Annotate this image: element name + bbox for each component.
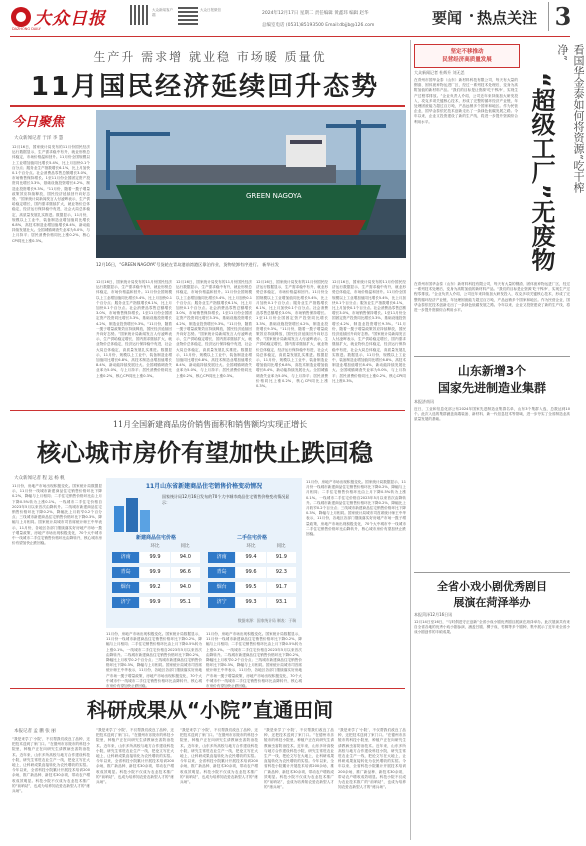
qr-code-1: [130, 5, 150, 25]
sidebar-headline2-line2: 国家先进制造业集群: [437, 381, 546, 395]
sidebar-body3: 12月14日至16日，“与时俱进守正创新”全省小戏小剧优秀剧目展演在菏泽举办。此次展演共有来自全省各地的优秀小戏小剧参演，涵盖吕剧、柳子戏、枣梆等多个剧种，集中展示了近年来全省小戏小剧创作的丰硕成果。: [414, 620, 570, 635]
sidebar-headline3-line1: 全省小戏小剧优秀剧目: [437, 580, 547, 593]
col-mom: 环比: [246, 544, 256, 549]
ship-illustration: [96, 110, 406, 258]
second-hand-table: [208, 534, 296, 609]
article2-body-col4: 11月份，房地产市场出现积极变化。国家统计局数据显示，11月份一线城市新建商品住宅销售价格环比下降0.2%，降幅与上月相同；二手住宅销售价格环比由上月下降0.5%转为上涨0.1%。一线城市二手住宅价格自2023年5月以来首次由降转升。二线城市新建商品住宅销售价格环比下降0.2%，降幅比上月收窄0.2个百分点；三线城市新建商品住宅销售价格环比下降0.3%，降幅与上月相同。国家统计局城市司首席统计师王中华表示，11月份，各地区各部门继续落实好房地产市场一揽子增量政策，房地产市场出现积极变化，70个大中城市中一线城市二手住宅销售价格环比由降转升，核心城市房价有望加快止跌回稳。: [306, 480, 406, 537]
table-city: 济南: [112, 552, 139, 563]
table-cell-yoy: 94.0: [171, 582, 200, 593]
badge-text: 今日聚焦: [12, 115, 65, 130]
section-dot: [470, 14, 473, 17]
sidebar-body-top-col1: 在青州市国华金泰（山东）新材料科技有限公司，每天有大量的钢渣、固体废弃物运进厂区，经过一系列技术处理后，变身为高附加值的新材料产品。“我们的目标是让资源‘吃干榨净’，实现生产过程零排放。”企业负责人介绍，公司近年来持续加大研发投入，攻克多项关键核心技术，形成了完整的循环经济产业链，年处理固废能力超过百万吨，产品远销多个国家和地区。作为民营企业，国华金泰依托技术创新走出了一条绿色低碳发展之路。今年以来，企业又投资建设了新的生产线，将进一步提升资源综合利用水平。: [414, 78, 518, 124]
qr-label-1: 大众新闻客户端: [152, 8, 173, 17]
article3-body-col2: “我是来学了‘小院’，不仅帮我们改良了品种，还把技术送到了家门口。”在德州市乐陵市的科技小院里，种植户正在向研究生请教病虫害防治技术。近年来，山东多所高校与地方合作建设科技小院，研究生常驻农业生产一线，把论文写在大地上，让科研成果直接转化为农民增收的实招。今年以来，全省科技小院累计开展技术培训200余场，推广新品种、新技术30余项，带动农户增收成效明显。科技小院不仅成为农业技术推广的“前哨站”，也成为培养知农爱农新型人才的“练兵场”。: [96, 728, 174, 785]
today-focus-badge: [12, 111, 82, 129]
article2-kicker: 11月全国新建商品房价销售面积和销售额均实现正增长: [112, 420, 308, 429]
article1-rule: [10, 105, 405, 107]
newspaper-logo: [10, 4, 125, 32]
phone-line: 总编室电话 (0531)85193500 Email:dbjjb@126.com: [262, 23, 375, 28]
sidebar-headline3-line2: 展演在菏泽举办: [453, 596, 531, 609]
article1-body-col5: 12月16日，国家统计局发布的11月份国民经济运行数据显示，生产需求稳中有升，就业形势总体稳定，市场价格温和回升。11月份全国规模以上工业增加值同比增长5.4%，比上月加快0.1个百分点；服务业生产指数增长6.1%，比上月加快0.1个百分点。社会消费品零售总额增长3.0%，市场销售保持增长。1至11月份全国固定资产投资同比增长3.3%，基础设施投资增长4.2%，制造业投资增长9.3%。“11月份，随着一揽子增量政策效应持续释放，国民经济延续回升向好态势。”国家统计局新闻发言人付凌晖表示，生产供给稳定增长，国内需求继续扩大，就业物价总体稳定，经济运行保持稳中有进，社会大局总体稳定，高质量发展扎实推进。数据显示，11月份，规模以上工业中，装备制造业增加值同比增长6.8%，高技术制造业增加值增长8.4%，新动能持续发展壮大。全国城镇调查失业率为5.0%，与上月持平；居民消费价格同比上涨0.2%，核心CPI同比上涨0.3%。: [332, 280, 406, 383]
table-row: [208, 581, 296, 594]
table-cell-mom: 99.5: [236, 582, 265, 593]
masthead: [0, 0, 580, 36]
sidebar-source3: 本报菏泽12月16日讯: [414, 612, 453, 617]
table-row: [112, 551, 200, 564]
logo-text: 大众日报: [34, 9, 106, 29]
article3-source: 本报记者 孟 鹏 张 丽: [14, 729, 56, 734]
new-home-table-title: 新建商品住宅价格: [135, 535, 176, 541]
article1-bottom-rule: [10, 410, 405, 411]
table-row: [112, 566, 200, 579]
article1-headline: 11月国民经济延续回升态势: [30, 72, 380, 102]
article3-body-col3: “我是来学了‘小院’，不仅帮我们改良了品种，还把技术送到了家门口。”在德州市乐陵市的科技小院里，种植户正在向研究生请教病虫害防治技术。近年来，山东多所高校与地方合作建设科技小院，研究生常驻农业生产一线，把论文写在大地上，让科研成果直接转化为农民增收的实招。今年以来，全省科技小院累计开展技术培训200余场，推广新品种、新技术30余项，带动农户增收成效明显。科技小院不仅成为农业技术推广的“前哨站”，也成为培养知农爱农新型人才的“练兵场”。: [180, 728, 258, 785]
table-city: 烟台: [112, 582, 139, 593]
article1-body-col3: 12月16日，国家统计局发布的11月份国民经济运行数据显示，生产需求稳中有升，就业形势总体稳定，市场价格温和回升。11月份全国规模以上工业增加值同比增长5.4%，比上月加快0.1个百分点；服务业生产指数增长6.1%，比上月加快0.1个百分点。社会消费品零售总额增长3.0%，市场销售保持增长。1至11月份全国固定资产投资同比增长3.3%，基础设施投资增长4.2%，制造业投资增长9.3%。“11月份，随着一揽子增量政策效应持续释放，国民经济延续回升向好态势。”国家统计局新闻发言人付凌晖表示，生产供给稳定增长，国内需求继续扩大，就业物价总体稳定，经济运行保持稳中有进，社会大局总体稳定，高质量发展扎实推进。数据显示，11月份，规模以上工业中，装备制造业增加值同比增长6.8%，高技术制造业增加值增长8.4%，新动能持续发展壮大。全国城镇调查失业率为5.0%，与上月持平；居民消费价格同比上涨0.2%，核心CPI同比上涨0.3%。: [176, 280, 252, 378]
article1-body-col4: 12月16日，国家统计局发布的11月份国民经济运行数据显示，生产需求稳中有升，就业形势总体稳定，市场价格温和回升。11月份全国规模以上工业增加值同比增长5.4%，比上月加快0.1个百分点；服务业生产指数增长6.1%，比上月加快0.1个百分点。社会消费品零售总额增长3.0%，市场销售保持增长。1至11月份全国固定资产投资同比增长3.3%，基础设施投资增长4.2%，制造业投资增长9.3%。“11月份，随着一揽子增量政策效应持续释放，国民经济延续回升向好态势。”国家统计局新闻发言人付凌晖表示，生产供给稳定增长，国内需求继续扩大，就业物价总体稳定，经济运行保持稳中有进，社会大局总体稳定，高质量发展扎实推进。数据显示，11月份，规模以上工业中，装备制造业增加值同比增长6.8%，高技术制造业增加值增长8.4%，新动能持续发展壮大。全国城镇调查失业率为5.0%，与上月持平；居民消费价格同比上涨0.2%，核心CPI同比上涨0.3%。: [256, 280, 328, 389]
col-yoy: 同比: [276, 544, 286, 549]
table-cell-mom: 99.3: [236, 597, 265, 608]
logo-emblem-icon: [10, 6, 32, 28]
table-source: 数据来源：国家统计局 制表：于瑞: [237, 618, 296, 623]
table-cell-mom: 99.9: [140, 567, 169, 578]
second-hand-rows: [208, 551, 296, 609]
buildings-icon: [112, 494, 158, 534]
article2-body-col3: 11月份，房地产市场出现积极变化。国家统计局数据显示，11月份一线城市新建商品住宅销售价格环比下降0.2%，降幅与上月相同；二手住宅销售价格环比由上月下降0.5%转为上涨0.1%。一线城市二手住宅价格自2023年5月以来首次由降转升。二线城市新建商品住宅销售价格环比下降0.2%，降幅比上月收窄0.2个百分点；三线城市新建商品住宅销售价格环比下降0.3%，降幅与上月相同。国家统计局城市司首席统计师王中华表示，11月份，各地区各部门继续落实好房地产市场一揽子增量政策，房地产市场出现积极变化，70个大中城市中一线城市二手住宅销售价格环比由降转升，核心城市房价有望加快止跌回稳。: [206, 632, 302, 689]
table-cell-yoy: 91.7: [267, 582, 296, 593]
table-cell-mom: 99.6: [236, 567, 265, 578]
table-city: 青岛: [112, 567, 139, 578]
qr-code-2: [178, 5, 198, 25]
table-row: [208, 596, 296, 609]
subsection-label: 热点关注: [477, 9, 538, 27]
table-city: 烟台: [208, 582, 235, 593]
sidebar-source-top: 大众新闻记者 杜辉升 刘无恙: [414, 70, 465, 75]
new-home-rows: [112, 551, 200, 609]
article3-body-col5: “我是来学了‘小院’，不仅帮我们改良了品种，还把技术送到了家门口。”在德州市乐陵市的科技小院里，种植户正在向研究生请教病虫害防治技术。近年来，山东多所高校与地方合作建设科技小院，研究生常驻农业生产一线，把论文写在大地上，让科研成果直接转化为农民增收的实招。今年以来，全省科技小院累计开展技术培训200余场，推广新品种、新技术30余项，带动农户增收成效明显。科技小院不仅成为农业技术推广的“前哨站”，也成为培养知农爱农新型人才的“练兵场”。: [338, 728, 406, 790]
cargo-ship-photo: [96, 110, 406, 258]
masthead-rule: [10, 36, 570, 37]
table-cell-mom: 99.2: [140, 582, 169, 593]
article3-body-col4: “我是来学了‘小院’，不仅帮我们改良了品种，还把技术送到了家门口。”在德州市乐陵市的科技小院里，种植户正在向研究生请教病虫害防治技术。近年来，山东多所高校与地方合作建设科技小院，研究生常驻农业生产一线，把论文写在大地上，让科研成果直接转化为农民增收的实招。今年以来，全省科技小院累计开展技术培训200余场，推广新品种、新技术30余项，带动农户增收成效明显。科技小院不仅成为农业技术推广的“前哨站”，也成为培养知农爱农新型人才的“练兵场”。: [264, 728, 334, 790]
table-city: 青岛: [208, 567, 235, 578]
table-city: 济宁: [208, 597, 235, 608]
table-row: [112, 596, 200, 609]
sidebar-rule-1: [414, 356, 570, 357]
page-number: 3: [548, 2, 577, 31]
table-cell-yoy: 91.9: [267, 552, 296, 563]
table-cell-yoy: 92.3: [267, 567, 296, 578]
col-yoy: 同比: [180, 544, 190, 549]
sidebar-kicker-box: [414, 44, 520, 68]
sidebar-kicker-2: 民营经济高质量发展: [442, 57, 492, 63]
price-table-card: [106, 478, 302, 628]
table-cell-mom: 99.9: [140, 597, 169, 608]
qr-label-2: 大众日报微信: [200, 8, 221, 12]
table-row: [208, 551, 296, 564]
article2-source: 大众新闻记者 程 远 杨 帆: [14, 476, 65, 481]
table-cell-yoy: 93.1: [267, 597, 296, 608]
sidebar-vertical-subtitle: 看国华金泰如何将资源“吃干榨净”: [556, 44, 585, 193]
section-label: 要闻: [432, 9, 463, 27]
table-row: [112, 581, 200, 594]
article2-headline: 核心城市房价有望加快止跌回稳: [37, 439, 373, 467]
table-city: 济南: [208, 552, 235, 563]
col-mom: 环比: [150, 544, 160, 549]
article2-body-col2: 11月份，房地产市场出现积极变化。国家统计局数据显示，11月份一线城市新建商品住宅销售价格环比下降0.2%，降幅与上月相同；二手住宅销售价格环比由上月下降0.5%转为上涨0.1%。一线城市二手住宅价格自2023年5月以来首次由降转升。二线城市新建商品住宅销售价格环比下降0.2%，降幅比上月收窄0.2个百分点；三线城市新建商品住宅销售价格环比下降0.3%，降幅与上月相同。国家统计局城市司首席统计师王中华表示，11月份，各地区各部门继续落实好房地产市场一揽子增量政策，房地产市场出现积极变化，70个大中城市中一线城市二手住宅销售价格环比由降转升，核心城市房价有望加快止跌回稳。: [106, 632, 202, 689]
article1-kicker: 生产升 需求增 就业稳 市场暖 质量优: [93, 50, 327, 64]
table-note: 国家统计局12月16日发布的70个大中城市商品住宅销售价格变动情况显示：: [162, 494, 290, 505]
table-cell-mom: 99.4: [236, 552, 265, 563]
column-divider: [410, 40, 411, 840]
article1-body-col1: 12月16日，国家统计局发布的11月份国民经济运行数据显示，生产需求稳中有升，就业形势总体稳定，市场价格温和回升。11月份全国规模以上工业增加值同比增长5.4%，比上月加快0.1个百分点；服务业生产指数增长6.1%，比上月加快0.1个百分点。社会消费品零售总额增长3.0%，市场销售保持增长。1至11月份全国固定资产投资同比增长3.3%，基础设施投资增长4.2%，制造业投资增长9.3%。“11月份，随着一揽子增量政策效应持续释放，国民经济延续回升向好态势。”国家统计局新闻发言人付凌晖表示，生产供给稳定增长，国内需求继续扩大，就业物价总体稳定，经济运行保持稳中有进，社会大局总体稳定，高质量发展扎实推进。数据显示，11月份，规模以上工业中，装备制造业增加值同比增长6.8%，高技术制造业增加值增长8.4%，新动能持续发展壮大。全国城镇调查失业率为5.0%，与上月持平；居民消费价格同比上涨0.2%，核心CPI同比上涨0.3%。: [12, 145, 90, 243]
sidebar-body2: 近日，工业和信息化部公布2024年国家先进制造业集群名单，山东3个集群入选，总数达到10个。此次入选的集群涵盖高端装备、新材料、新一代信息技术等领域，进一步夯实了全省制造业高质量发展的基础。: [414, 407, 570, 422]
article1-body-col2: 12月16日，国家统计局发布的11月份国民经济运行数据显示，生产需求稳中有升，就业形势总体稳定，市场价格温和回升。11月份全国规模以上工业增加值同比增长5.4%，比上月加快0.1个百分点；服务业生产指数增长6.1%，比上月加快0.1个百分点。社会消费品零售总额增长3.0%，市场销售保持增长。1至11月份全国固定资产投资同比增长3.3%，基础设施投资增长4.2%，制造业投资增长9.3%。“11月份，随着一揽子增量政策效应持续释放，国民经济延续回升向好态势。”国家统计局新闻发言人付凌晖表示，生产供给稳定增长，国内需求继续扩大，就业物价总体稳定，经济运行保持稳中有进，社会大局总体稳定，高质量发展扎实推进。数据显示，11月份，规模以上工业中，装备制造业增加值同比增长6.8%，高技术制造业增加值增长8.4%，新动能持续发展壮大。全国城镇调查失业率为5.0%，与上月持平；居民消费价格同比上涨0.2%，核心CPI同比上涨0.3%。: [96, 280, 172, 378]
table-row: [208, 566, 296, 579]
sidebar-headline2-line1: 山东新增3个: [457, 364, 527, 378]
date-line: 2024年12月17日 星期二 责任编辑 黄鑫玮 编辑 赵华: [262, 11, 369, 16]
sidebar-kicker-1: 坚定不移推动: [450, 49, 484, 55]
table-city: 济宁: [112, 597, 139, 608]
table-cell-yoy: 95.1: [171, 597, 200, 608]
sidebar-source2: 本报济南讯: [414, 399, 434, 404]
new-home-table: [112, 534, 200, 609]
second-hand-table-title: 二手住宅价格: [236, 535, 267, 541]
ship-name: GREEN NAGOYA: [246, 192, 302, 200]
new-home-header-row: [112, 543, 200, 549]
logo-sub: DAZHONG DAILY: [12, 27, 41, 31]
article2-bottom-rule: [10, 688, 405, 689]
sidebar-vertical-headline: “超级工厂”无废物: [527, 72, 555, 272]
sidebar-body-top-col2: 在青州市国华金泰（山东）新材料科技有限公司，每天有大量的钢渣、固体废弃物运进厂区，经过一系列技术处理后，变身为高附加值的新材料产品。“我们的目标是让资源‘吃干榨净’，实现生产过程零排放。”企业负责人介绍，公司近年来持续加大研发投入，攻克多项关键核心技术，形成了完整的循环经济产业链，年处理固废能力超过百万吨，产品远销多个国家和地区。作为民营企业，国华金泰依托技术创新走出了一条绿色低碳发展之路。今年以来，企业又投资建设了新的生产线，将进一步提升资源综合利用水平。: [414, 282, 570, 313]
photo-caption: 12月16日，“GREEN NAGOYA”号货轮在青岛港前湾港区靠泊作业，货物装卸有序进行。 新华社发: [96, 262, 280, 267]
table-cell-mom: 99.9: [140, 552, 169, 563]
article3-body-col1: “我是来学了‘小院’，不仅帮我们改良了品种，还把技术送到了家门口。”在德州市乐陵市的科技小院里，种植户正在向研究生请教病虫害防治技术。近年来，山东多所高校与地方合作建设科技小院，研究生常驻农业生产一线，把论文写在大地上，让科研成果直接转化为农民增收的实招。今年以来，全省科技小院累计开展技术培训200余场，推广新品种、新技术30余项，带动农户增收成效明显。科技小院不仅成为农业技术推广的“前哨站”，也成为培养知农爱农新型人才的“练兵场”。: [12, 737, 90, 794]
second-hand-header-row: [208, 543, 296, 549]
sidebar-rule-2: [414, 572, 570, 573]
table-cell-yoy: 94.0: [171, 552, 200, 563]
table-title: 11月山东省新建商品住宅销售价格变动情况: [145, 483, 263, 490]
table-cell-yoy: 96.6: [171, 567, 200, 578]
article2-body-col1: 11月份，房地产市场出现积极变化。国家统计局数据显示，11月份一线城市新建商品住宅销售价格环比下降0.2%，降幅与上月相同；二手住宅销售价格环比由上月下降0.5%转为上涨0.1%。一线城市二手住宅价格自2023年5月以来首次由降转升。二线城市新建商品住宅销售价格环比下降0.2%，降幅比上月收窄0.2个百分点；三线城市新建商品住宅销售价格环比下降0.3%，降幅与上月相同。国家统计局城市司首席统计师王中华表示，11月份，各地区各部门继续落实好房地产市场一揽子增量政策，房地产市场出现积极变化，70个大中城市中一线城市二手住宅销售价格环比由降转升，核心城市房价有望加快止跌回稳。: [12, 484, 102, 546]
article3-headline: 科研成果从“小院”直通田间: [86, 698, 334, 722]
article1-source: 大众新闻记者 于洋 李 慧: [14, 136, 64, 141]
